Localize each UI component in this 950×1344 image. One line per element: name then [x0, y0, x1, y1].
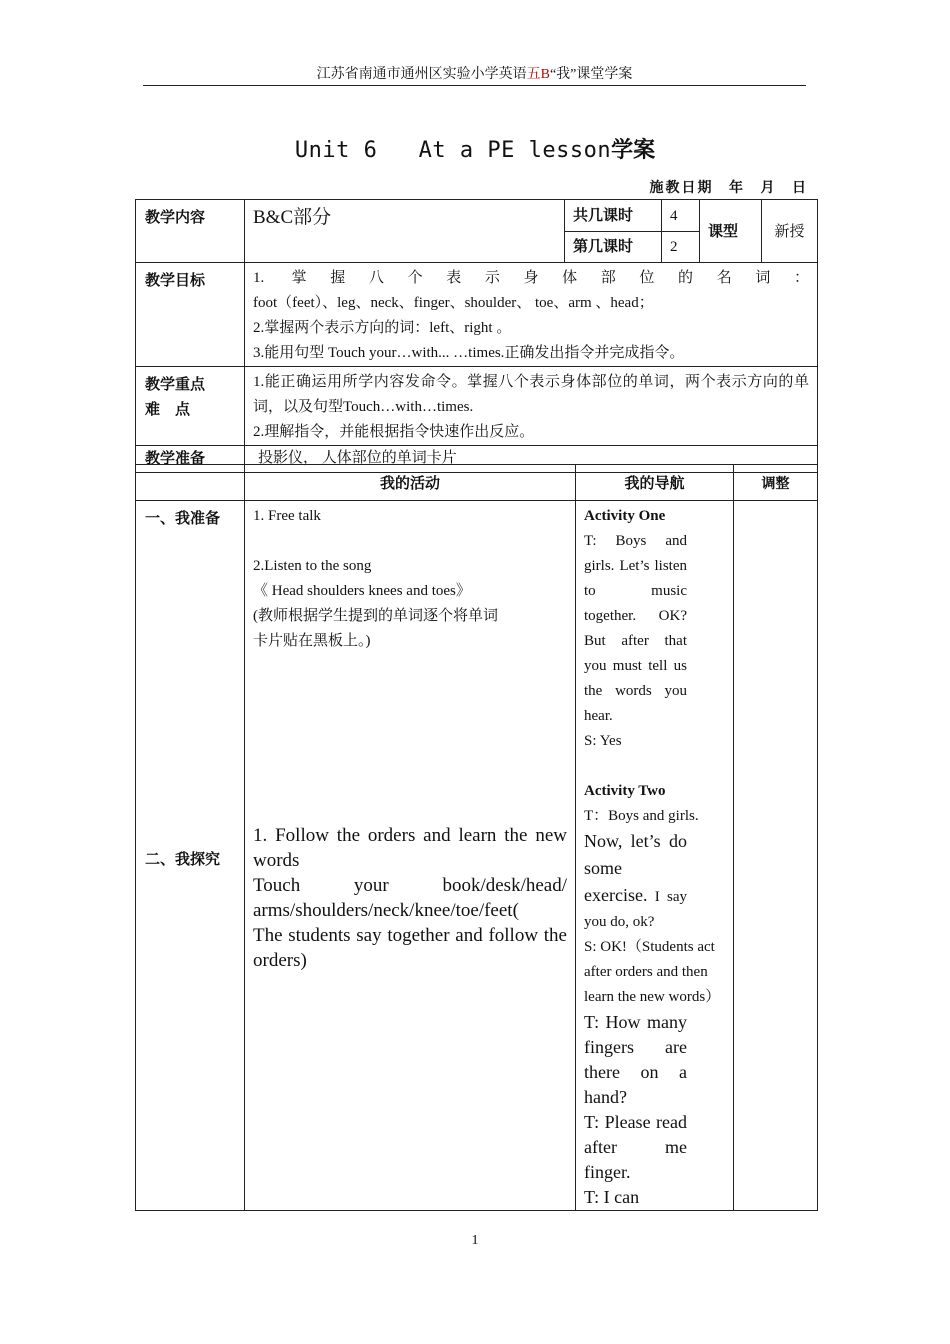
- goals-label: 教学目标: [136, 263, 245, 367]
- lesson-info-table: [135, 199, 818, 263]
- lesson-goals-table: [135, 262, 818, 473]
- adjust-cell: [734, 501, 818, 1211]
- keypoints-label: [136, 367, 245, 446]
- guide-activity-two-reply: S: OK!（Students act after orders and then learn the new words）: [584, 939, 721, 1005]
- lesson-type-value: 新授: [762, 200, 818, 263]
- guide-activity-one-text: T: Boys and girls. Let’s listen to music together. OK? But after that you must tell us the words you hear.: [584, 533, 687, 724]
- keypoint-line-1: 1.能正确运用所学内容发命令。掌握八个表示身体部位的单词，两个表示方向的单词，以及句型Touch…with…times.: [253, 374, 809, 415]
- guide-activity-two-title: Activity Two: [584, 783, 666, 799]
- column-activity: 我的活动: [245, 465, 576, 501]
- activity-note-1: (教师根据学生提到的单词逐个将单词: [253, 608, 498, 624]
- header-text-grade: 五B: [526, 67, 550, 82]
- total-lessons-value: 4: [662, 200, 700, 232]
- prep-label: 教学准备: [136, 446, 245, 473]
- keypoint-line-2: 2.理解指令，并能根据指令快速作出反应。: [253, 424, 535, 440]
- keypoints-content: [245, 367, 818, 446]
- section-explore: 二、我探究: [145, 852, 221, 868]
- guide-now-text: Now, let’s do some exercise.: [584, 831, 687, 905]
- header-text-b: “我”课堂学案: [549, 67, 633, 82]
- activity-note-2: 卡片贴在黑板上。): [253, 633, 371, 649]
- keypoints-label-2: 难 点: [145, 402, 191, 418]
- goal-line-2: 2.掌握两个表示方向的词：left、right 。: [253, 320, 512, 336]
- goal-line-1a: 1. 掌握八个表示身体部位的名词：: [253, 270, 809, 286]
- column-adjust: 调整: [734, 465, 818, 501]
- column-guide: 我的导航: [576, 465, 734, 501]
- activity-students: The students say together and follow the orders): [253, 925, 567, 971]
- activity-follow: 1. Follow the orders and learn the new words: [253, 825, 567, 871]
- guide-i-can: T: I can: [584, 1187, 640, 1207]
- document-title: [135, 136, 815, 165]
- guide-please-read: T: Please read after me finger.: [584, 1112, 687, 1182]
- title-english: Unit 6 At a PE lesson: [294, 138, 612, 163]
- activity-explore: [253, 823, 567, 973]
- teaching-date: 施教日期 年 月 日: [649, 181, 808, 196]
- activities-table: [135, 464, 818, 1211]
- header-rule: [143, 85, 806, 86]
- sections-cell: [136, 501, 245, 1211]
- guide-isay-text: I say you do, ok?: [584, 889, 687, 930]
- activity-free-talk: 1. Free talk: [253, 508, 321, 524]
- content-value-text: B&C部分: [253, 207, 332, 228]
- activities-cell: [245, 501, 576, 1211]
- keypoints-label-1: 教学重点: [145, 377, 206, 393]
- guide-cell: [576, 501, 734, 1211]
- activity-touch: Touch your book/desk/head/ arms/shoulders/neck/knee/toe/feet(: [253, 875, 567, 921]
- page-number: 1: [471, 1233, 479, 1248]
- guide-fingers-question: T: How many fingers are there on a hand?: [584, 1012, 687, 1107]
- total-lessons-label: 共几课时: [565, 200, 662, 232]
- header-text-a: 江苏省南通市通州区实验小学英语: [316, 67, 527, 82]
- which-lesson-label: 第几课时: [565, 232, 662, 263]
- goals-content: [245, 263, 818, 367]
- content-value: [245, 200, 565, 263]
- title-chinese: 学案: [611, 138, 656, 163]
- guide-activity-one-reply: S: Yes: [584, 733, 622, 749]
- section-prepare: 一、我准备: [145, 511, 221, 527]
- guide-activity-two-greeting: T：Boys and girls.: [584, 808, 699, 824]
- header-blank: [136, 465, 245, 501]
- prep-value: 投影仪， 人体部位的单词卡片: [245, 446, 818, 473]
- guide-activity-two-exercise: [584, 829, 687, 935]
- page-header: [143, 66, 806, 84]
- activity-song-title: 《 Head shoulders knees and toes》: [253, 583, 471, 599]
- guide-activity-one-title: Activity One: [584, 508, 666, 524]
- lesson-type-label: 课型: [700, 200, 762, 263]
- goal-line-1b: foot（feet）、leg、neck、finger、shoulder、 toe、arm 、head；: [253, 295, 654, 311]
- goal-line-3: 3.能用句型 Touch your…with... …times.正确发出指令并完成指令。: [253, 345, 685, 361]
- activity-listen: 2.Listen to the song: [253, 558, 372, 574]
- which-lesson-value: 2: [662, 232, 700, 263]
- content-label: 教学内容: [136, 200, 245, 263]
